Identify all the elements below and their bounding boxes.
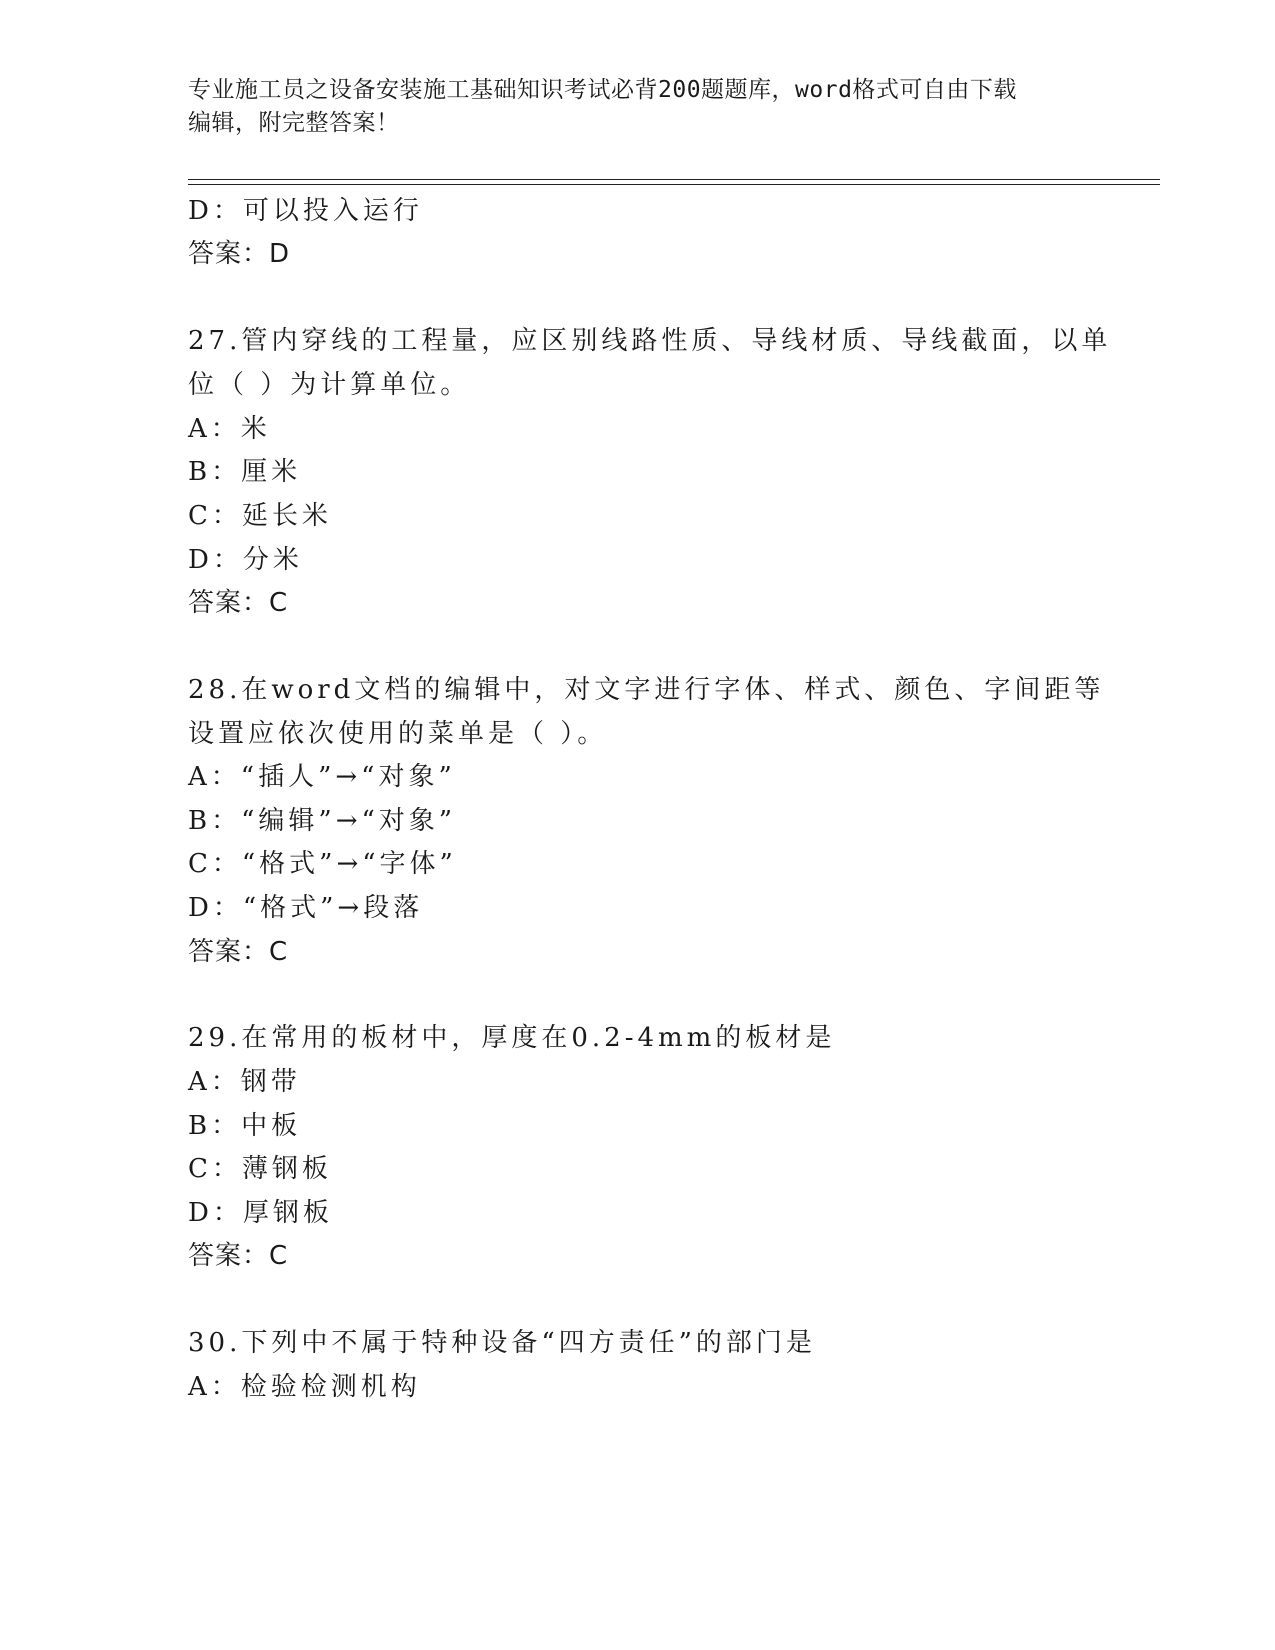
header-divider-top <box>188 179 1160 180</box>
header-title-line-1: 专业施工员之设备安装施工基础知识考试必背200题题库，word格式可自由下载 <box>188 77 1017 103</box>
question-27-option-d: D：分米 <box>188 545 303 575</box>
question-27-option-b: B：厘米 <box>188 457 302 487</box>
question-28-option-d: D：“格式”→段落 <box>188 893 424 923</box>
header-divider-bottom <box>188 184 1160 185</box>
question-27-stem-line-1: 27.管内穿线的工程量，应区别线路性质、导线材质、导线截面，以单 <box>188 326 1112 356</box>
question-29-option-c: C：薄钢板 <box>188 1154 332 1184</box>
question-28-stem-line-2: 设置应依次使用的菜单是（ ）。 <box>188 719 608 749</box>
question-29-option-d: D：厚钢板 <box>188 1198 333 1228</box>
question-27-option-a: A：米 <box>188 414 271 444</box>
question-28-option-b: B：“编辑”→“对象” <box>188 806 457 836</box>
question-29-answer: 答案：C <box>188 1241 289 1271</box>
question-30-option-a: A：检验检测机构 <box>188 1372 421 1402</box>
question-28-option-c: C：“格式”→“字体” <box>188 849 457 879</box>
option-d: D：可以投入运行 <box>188 196 423 226</box>
question-29-stem-line-1: 29.在常用的板材中，厚度在0.2-4mm的板材是 <box>188 1023 836 1053</box>
header-title-line-2: 编辑，附完整答案！ <box>188 110 400 136</box>
question-28-answer: 答案：C <box>188 937 289 967</box>
question-29-option-b: B：中板 <box>188 1111 302 1141</box>
question-28-stem-line-1: 28.在word文档的编辑中，对文字进行字体、样式、颜色、字间距等 <box>188 675 1105 705</box>
question-27-option-c: C：延长米 <box>188 501 332 531</box>
answer-line: 答案：D <box>188 239 291 269</box>
page-header <box>188 74 1088 140</box>
question-28-option-a: A：“插人”→“对象” <box>188 762 456 792</box>
question-27-stem-line-2: 位（ ）为计算单位。 <box>188 370 471 400</box>
question-27-answer: 答案：C <box>188 588 289 618</box>
question-29-option-a: A：钢带 <box>188 1067 301 1097</box>
question-30-stem-line-1: 30.下列中不属于特种设备“四方责任”的部门是 <box>188 1328 816 1358</box>
